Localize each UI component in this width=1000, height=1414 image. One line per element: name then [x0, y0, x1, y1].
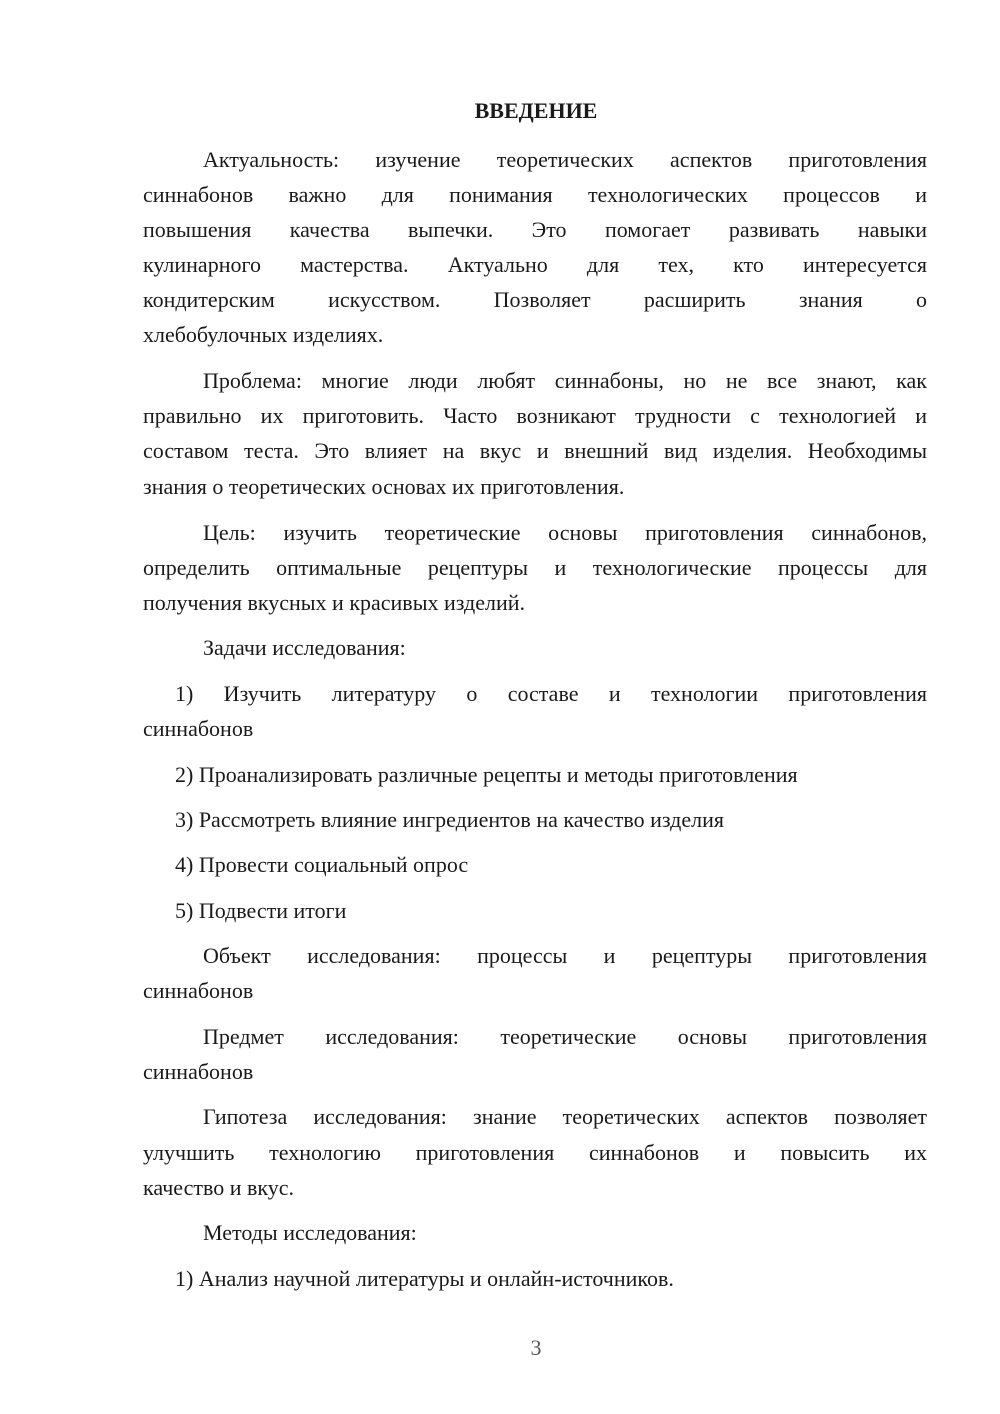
- text-line: синнабонов: [143, 1059, 254, 1084]
- text-line: хлебобулочных изделиях.: [143, 322, 384, 347]
- list-item-continuation: синнабонов: [143, 716, 254, 741]
- text-line: Гипотеза исследования: знание теоретических аспектов позволяет: [203, 1104, 927, 1129]
- text-line: кондитерским искусством. Позволяет расширить знания о: [143, 287, 927, 312]
- list-item: 4) Провести социальный опрос: [175, 852, 469, 877]
- text-line: Проблема: многие люди любят синнабоны, но не все знают, как: [203, 368, 927, 393]
- text-line: качество и вкус.: [143, 1175, 295, 1200]
- text-line: Предмет исследования: теоретические основы приготовления: [203, 1024, 927, 1049]
- text-line: Объект исследования: процессы и рецептуры приготовления: [203, 943, 927, 968]
- text-line: правильно их приготовить. Часто возникают трудности с технологией и: [143, 403, 927, 428]
- list-item: 2) Проанализировать различные рецепты и методы приготовления: [175, 762, 798, 787]
- text-line: Цель: изучить теоретические основы приготовления синнабонов,: [203, 520, 927, 545]
- list-item: 1) Изучить литературу о составе и технологии приготовления: [175, 681, 927, 706]
- text-line: определить оптимальные рецептуры и технологические процессы для: [143, 555, 927, 580]
- text-line: повышения качества выпечки. Это помогает развивать навыки: [143, 217, 927, 242]
- text-line: кулинарного мастерства. Актуально для тех, кто интересуется: [143, 252, 927, 277]
- list-item: 1) Анализ научной литературы и онлайн-источников.: [175, 1266, 674, 1291]
- text-line: Актуальность: изучение теоретических аспектов приготовления: [203, 147, 927, 172]
- text-line: улучшить технологию приготовления синнабонов и повысить их: [143, 1140, 927, 1165]
- list-item: 5) Подвести итоги: [175, 898, 347, 923]
- list-item: 3) Рассмотреть влияние ингредиентов на качество изделия: [175, 807, 724, 832]
- text-line: синнабонов: [143, 978, 254, 1003]
- text-line: синнабонов важно для понимания технологических процессов и: [143, 182, 927, 207]
- tasks-heading: Задачи исследования:: [203, 635, 406, 660]
- methods-heading: Методы исследования:: [203, 1220, 417, 1245]
- text-line: получения вкусных и красивых изделий.: [143, 590, 526, 615]
- text-line: знания о теоретических основах их приготовления.: [143, 474, 625, 499]
- page-number: 3: [530, 1335, 542, 1360]
- page-title: ВВЕДЕНИЕ: [474, 98, 598, 123]
- text-line: составом теста. Это влияет на вкус и внешний вид изделия. Необходимы: [143, 438, 927, 463]
